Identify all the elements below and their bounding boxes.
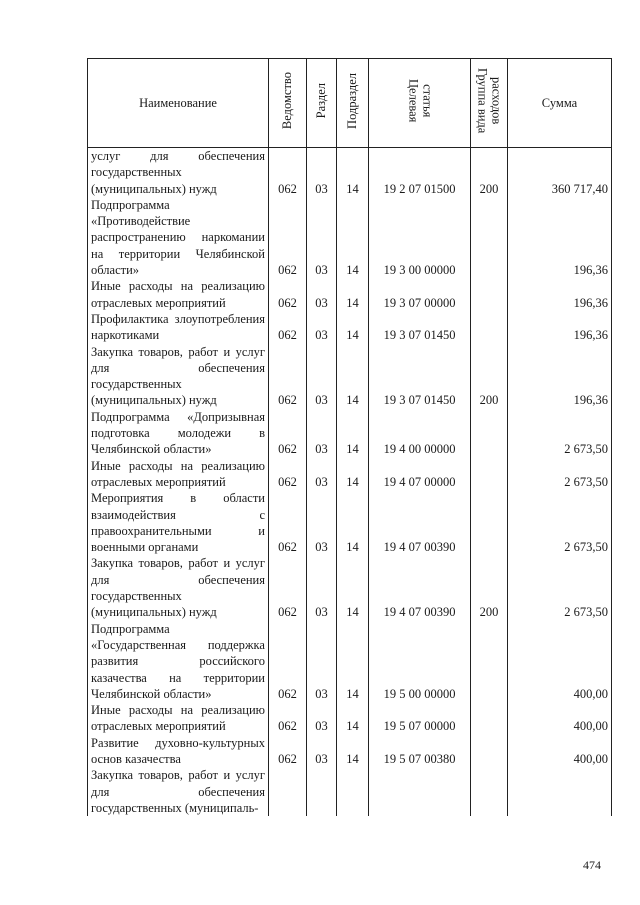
- table-row: [88, 148, 612, 197]
- row-vedomstvo: 062: [269, 344, 307, 409]
- row-name: Профилактика злоупотребления наркотиками: [88, 311, 269, 344]
- row-podrazdel: [337, 767, 369, 816]
- table-row: [88, 490, 612, 555]
- row-razdel: [307, 767, 337, 816]
- table-row: [88, 278, 612, 311]
- row-vedomstvo: 062: [269, 702, 307, 735]
- row-summa: 2 673,50: [508, 490, 612, 555]
- row-celevaya: 19 3 07 01450: [369, 311, 471, 344]
- row-celevaya: [369, 767, 471, 816]
- row-gruppa: [471, 409, 508, 458]
- row-celevaya: 19 3 00 00000: [369, 197, 471, 278]
- row-vedomstvo: 062: [269, 311, 307, 344]
- row-summa: 196,36: [508, 278, 612, 311]
- row-name: Закупка товаров, работ и услуг для обеспечения государственных (муниципальных) нужд: [88, 344, 269, 409]
- row-vedomstvo: [269, 767, 307, 816]
- row-summa: 2 673,50: [508, 555, 612, 620]
- row-vedomstvo: 062: [269, 621, 307, 702]
- row-gruppa: 200: [471, 148, 508, 197]
- row-podrazdel: 14: [337, 148, 369, 197]
- row-name: Иные расходы на реализацию отраслевых мероприятий: [88, 278, 269, 311]
- header-gruppa: Группа вида расходов: [471, 59, 508, 148]
- row-celevaya: 19 3 07 01450: [369, 344, 471, 409]
- row-vedomstvo: 062: [269, 490, 307, 555]
- row-razdel: 03: [307, 621, 337, 702]
- table-row: [88, 767, 612, 816]
- row-summa: 2 673,50: [508, 409, 612, 458]
- row-gruppa: [471, 702, 508, 735]
- header-name: Наименование: [88, 59, 269, 148]
- row-razdel: 03: [307, 702, 337, 735]
- row-celevaya: 19 4 00 00000: [369, 409, 471, 458]
- row-razdel: 03: [307, 555, 337, 620]
- table-body: [88, 148, 612, 817]
- row-razdel: 03: [307, 278, 337, 311]
- row-gruppa: [471, 458, 508, 491]
- row-gruppa: [471, 311, 508, 344]
- header-vedomstvo: Ведомство: [269, 59, 307, 148]
- row-celevaya: 19 4 07 00390: [369, 555, 471, 620]
- row-celevaya: 19 5 07 00000: [369, 702, 471, 735]
- header-celevaya: Целевая статья: [369, 59, 471, 148]
- header-podrazdel: Подраздел: [337, 59, 369, 148]
- table-row: [88, 197, 612, 278]
- row-gruppa: [471, 621, 508, 702]
- row-name: Иные расходы на реализацию отраслевых мероприятий: [88, 702, 269, 735]
- row-podrazdel: 14: [337, 702, 369, 735]
- row-gruppa: [471, 197, 508, 278]
- row-name: Мероприятия в области взаимодействия с правоохранительными и военными органами: [88, 490, 269, 555]
- row-razdel: 03: [307, 458, 337, 491]
- row-podrazdel: 14: [337, 311, 369, 344]
- row-gruppa: [471, 490, 508, 555]
- row-vedomstvo: 062: [269, 555, 307, 620]
- row-name: Подпрограмма «Допризывная подготовка молодежи в Челябинской области»: [88, 409, 269, 458]
- row-name: Подпрограмма «Государственная поддержка развития российского казачества на территории Челябинской области»: [88, 621, 269, 702]
- header-summa: Сумма: [508, 59, 612, 148]
- row-gruppa: [471, 278, 508, 311]
- row-razdel: 03: [307, 148, 337, 197]
- table-row: [88, 621, 612, 702]
- row-vedomstvo: 062: [269, 278, 307, 311]
- row-summa: 196,36: [508, 197, 612, 278]
- row-gruppa: [471, 735, 508, 768]
- row-name: Закупка товаров, работ и услуг для обеспечения государственных (муниципаль-: [88, 767, 269, 816]
- table-row: [88, 735, 612, 768]
- row-summa: 360 717,40: [508, 148, 612, 197]
- row-summa: 196,36: [508, 311, 612, 344]
- row-vedomstvo: 062: [269, 735, 307, 768]
- row-name: Подпрограмма «Противодействие распространению наркомании на территории Челябинской области»: [88, 197, 269, 278]
- row-celevaya: 19 4 07 00000: [369, 458, 471, 491]
- row-podrazdel: 14: [337, 278, 369, 311]
- row-podrazdel: 14: [337, 621, 369, 702]
- row-celevaya: 19 3 07 00000: [369, 278, 471, 311]
- row-razdel: 03: [307, 490, 337, 555]
- row-gruppa: [471, 767, 508, 816]
- row-razdel: 03: [307, 311, 337, 344]
- row-podrazdel: 14: [337, 735, 369, 768]
- row-celevaya: 19 2 07 01500: [369, 148, 471, 197]
- row-summa: 196,36: [508, 344, 612, 409]
- row-name: Закупка товаров, работ и услуг для обеспечения государственных (муниципальных) нужд: [88, 555, 269, 620]
- header-razdel: Раздел: [307, 59, 337, 148]
- table-row: [88, 409, 612, 458]
- row-podrazdel: 14: [337, 409, 369, 458]
- row-gruppa: 200: [471, 344, 508, 409]
- table-row: [88, 311, 612, 344]
- row-vedomstvo: 062: [269, 148, 307, 197]
- row-podrazdel: 14: [337, 490, 369, 555]
- row-podrazdel: 14: [337, 555, 369, 620]
- table-row: [88, 458, 612, 491]
- row-summa: 400,00: [508, 702, 612, 735]
- row-summa: [508, 767, 612, 816]
- row-summa: 2 673,50: [508, 458, 612, 491]
- row-razdel: 03: [307, 409, 337, 458]
- row-celevaya: 19 5 00 00000: [369, 621, 471, 702]
- table-row: [88, 344, 612, 409]
- table-row: [88, 555, 612, 620]
- row-celevaya: 19 4 07 00390: [369, 490, 471, 555]
- row-vedomstvo: 062: [269, 458, 307, 491]
- table-row: [88, 702, 612, 735]
- row-vedomstvo: 062: [269, 409, 307, 458]
- table-header-row: [88, 59, 612, 148]
- row-name: услуг для обеспечения государственных (муниципальных) нужд: [88, 148, 269, 197]
- row-summa: 400,00: [508, 735, 612, 768]
- row-podrazdel: 14: [337, 458, 369, 491]
- row-razdel: 03: [307, 197, 337, 278]
- page-number: 474: [583, 858, 601, 872]
- row-celevaya: 19 5 07 00380: [369, 735, 471, 768]
- row-podrazdel: 14: [337, 344, 369, 409]
- row-vedomstvo: 062: [269, 197, 307, 278]
- row-name: Иные расходы на реализацию отраслевых мероприятий: [88, 458, 269, 491]
- row-name: Развитие духовно-культурных основ казачества: [88, 735, 269, 768]
- row-razdel: 03: [307, 735, 337, 768]
- row-podrazdel: 14: [337, 197, 369, 278]
- row-gruppa: 200: [471, 555, 508, 620]
- row-summa: 400,00: [508, 621, 612, 702]
- row-razdel: 03: [307, 344, 337, 409]
- budget-table: [87, 58, 612, 816]
